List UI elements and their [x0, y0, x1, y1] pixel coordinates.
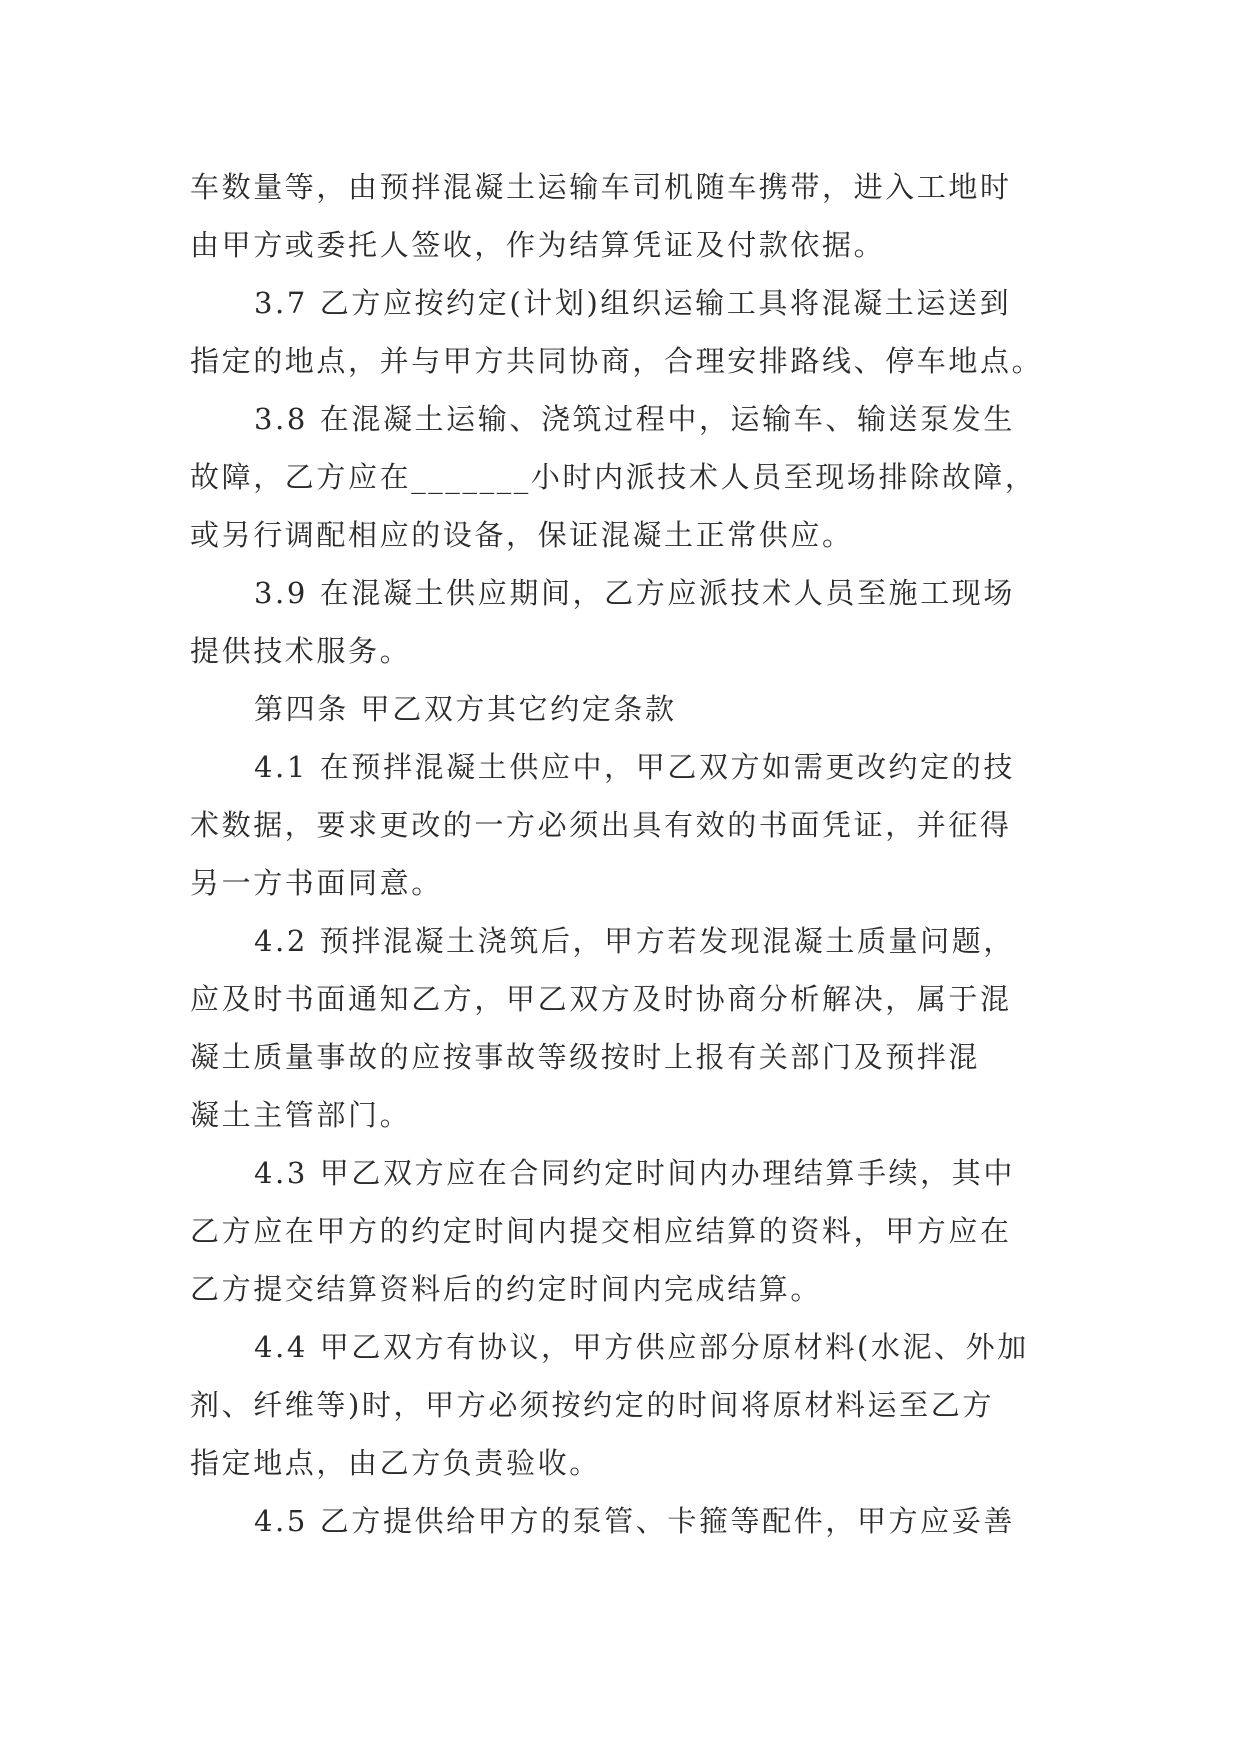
text-line: 或另行调配相应的设备，保证混凝土正常供应。 [190, 518, 854, 552]
text-line: 凝土主管部门。 [190, 1098, 412, 1132]
text-line: 4.5 乙方提供给甲方的泵管、卡箍等配件，甲方应妥善 [254, 1504, 1015, 1538]
text-line: 由甲方或委托人签收，作为结算凭证及付款依据。 [190, 228, 886, 262]
text-line: 4.2 预拌混凝土浇筑后，甲方若发现混凝土质量问题， [254, 924, 1015, 958]
text-line: 指定地点，由乙方负责验收。 [190, 1446, 601, 1480]
text-line: 第四条 甲乙双方其它约定条款 [254, 692, 677, 726]
text-line: 应及时书面通知乙方，甲乙双方及时协商分析解决，属于混 [190, 982, 1012, 1016]
text-line: 剂、纤维等)时，甲方必须按约定的时间将原材料运至乙方 [190, 1388, 994, 1422]
text-line: 车数量等，由预拌混凝土运输车司机随车携带，进入工地时 [190, 170, 1012, 204]
text-line: 4.4 甲乙双方有协议，甲方供应部分原材料(水泥、外加 [254, 1330, 1029, 1364]
document-body [190, 158, 1060, 1550]
text-line: 4.1 在预拌混凝土供应中，甲乙双方如需更改约定的技 [254, 750, 1015, 784]
text-line: 故障，乙方应在_______小时内派技术人员至现场排除故障， [190, 460, 1037, 494]
text-line: 3.9 在混凝土供应期间，乙方应派技术人员至施工现场 [254, 576, 1015, 610]
text-line: 提供技术服务。 [190, 634, 412, 668]
text-line: 3.8 在混凝土运输、浇筑过程中，运输车、输送泵发生 [254, 402, 1015, 436]
text-line: 乙方应在甲方的约定时间内提交相应结算的资料，甲方应在 [190, 1214, 1012, 1248]
text-line: 凝土质量事故的应按事故等级按时上报有关部门及预拌混 [190, 1040, 981, 1074]
text-line: 3.7 乙方应按约定(计划)组织运输工具将混凝土运送到 [254, 286, 1012, 320]
text-line: 4.3 甲乙双方应在合同约定时间内办理结算手续，其中 [254, 1156, 1015, 1190]
text-line: 术数据，要求更改的一方必须出具有效的书面凭证，并征得 [190, 808, 1012, 842]
text-line: 指定的地点，并与甲方共同协商，合理安排路线、停车地点。 [190, 344, 1044, 378]
text-line: 乙方提交结算资料后的约定时间内完成结算。 [190, 1272, 823, 1306]
text-line: 另一方书面同意。 [190, 866, 443, 900]
